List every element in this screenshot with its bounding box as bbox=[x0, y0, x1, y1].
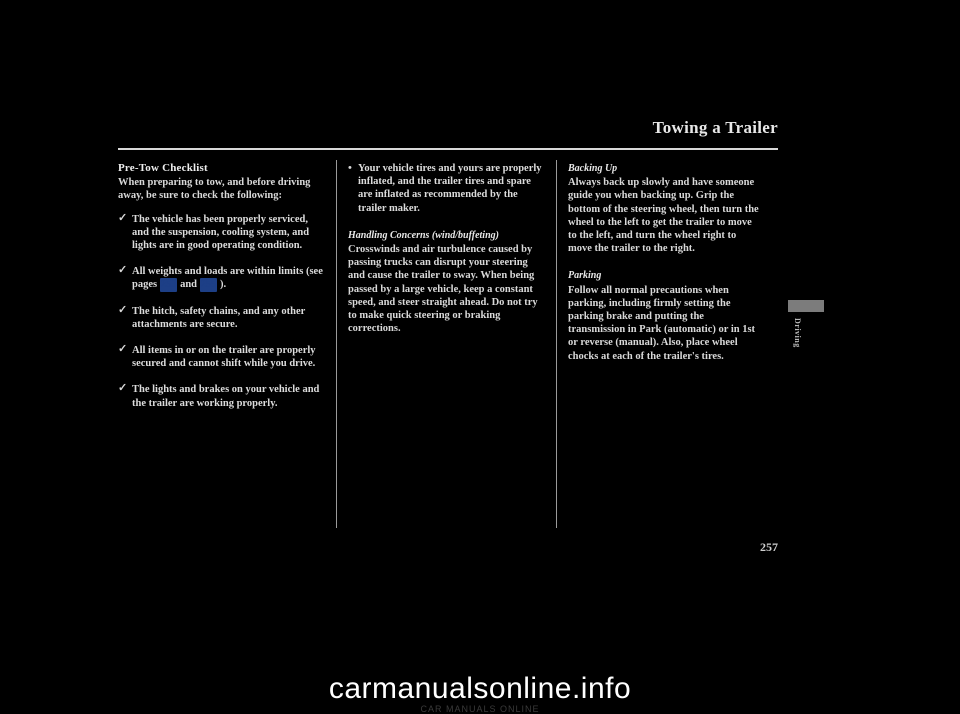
checklist-item-text: All items in or on the trailer are properly secured and cannot shift while you drive. bbox=[132, 345, 316, 370]
checkmark-icon: ✓ bbox=[118, 264, 128, 277]
column-divider-2 bbox=[556, 160, 557, 528]
list-item bbox=[118, 344, 323, 370]
header-divider bbox=[118, 148, 778, 150]
page-reference-link[interactable]: 255 bbox=[200, 279, 217, 291]
subsection-heading-parking: Parking bbox=[568, 270, 602, 282]
watermark-text: carmanualsonline.info bbox=[328, 672, 632, 705]
checkmark-icon: ✓ bbox=[118, 382, 128, 395]
backing-up-text: Always back up slowly and have someone guide you when backing up. Grip the bottom of the steering wheel, then turn the wheel to the left to get the trailer to move to the left, and turn the wheel right to move the trailer to the right. bbox=[568, 177, 759, 255]
edge-tab-marker bbox=[788, 300, 824, 312]
checklist-item-text: The vehicle has been properly serviced, and the suspension, cooling system, and lights are in good operating condition. bbox=[132, 213, 310, 252]
checkmark-icon: ✓ bbox=[118, 211, 128, 224]
parking-text: Follow all normal precautions when parking, including firmly setting the parking brake and putting the transmission in Park (automatic) or in 1st or reverse (manual). Also, place wheel chocks at each of the trailer's tires. bbox=[568, 284, 756, 362]
page-number: 257 bbox=[760, 540, 778, 554]
checklist-item-text: All weights and loads are within limits (see pages 253 and 255 ). bbox=[132, 266, 323, 291]
checklist-item-text: The lights and brakes on your vehicle and the trailer are working properly. bbox=[132, 384, 320, 409]
checkmark-icon: ✓ bbox=[118, 343, 128, 356]
pre-tow-intro-text: When preparing to tow, and before driving away, be sure to check the following: bbox=[118, 177, 311, 202]
edge-tab-label: Driving bbox=[793, 318, 802, 348]
watermark-subtext: CAR MANUALS ONLINE bbox=[420, 704, 540, 714]
column-right bbox=[568, 162, 760, 373]
subsection-heading-backing-up: Backing Up bbox=[568, 163, 618, 174]
page-reference-link[interactable]: 253 bbox=[160, 279, 177, 291]
checkmark-icon: ✓ bbox=[118, 303, 128, 316]
pre-tow-checklist bbox=[118, 213, 323, 410]
subsection-heading-handling-concerns: Handling Concerns (wind/buffeting) bbox=[348, 229, 499, 241]
column-divider-1 bbox=[336, 160, 337, 528]
handling-concerns-text: Crosswinds and air turbulence caused by passing trucks can disrupt your steering and cause the trailer to sway. When being passed by a large vehicle, keep a constant speed, and steer straight ahead. Do not try to make quick steering or braking corrections. bbox=[348, 244, 538, 335]
checklist-item-text: The hitch, safety chains, and any other attachments are secure. bbox=[132, 305, 306, 330]
list-item bbox=[118, 383, 323, 409]
section-heading-pre-tow-checklist: Pre-Tow Checklist bbox=[118, 162, 208, 174]
page-title: Towing a Trailer bbox=[652, 118, 778, 137]
bullet-icon: • bbox=[348, 162, 352, 174]
bullet-item-text: Your vehicle tires and yours are properly inflated, and the trailer tires and spare are inflated as recommended by the trailer maker. bbox=[358, 163, 542, 214]
column-left bbox=[118, 162, 323, 423]
middle-bullet-list bbox=[348, 162, 543, 215]
column-middle bbox=[348, 162, 543, 345]
list-item bbox=[118, 265, 323, 291]
list-item bbox=[118, 213, 323, 253]
list-item bbox=[348, 162, 543, 215]
list-item bbox=[118, 305, 323, 331]
